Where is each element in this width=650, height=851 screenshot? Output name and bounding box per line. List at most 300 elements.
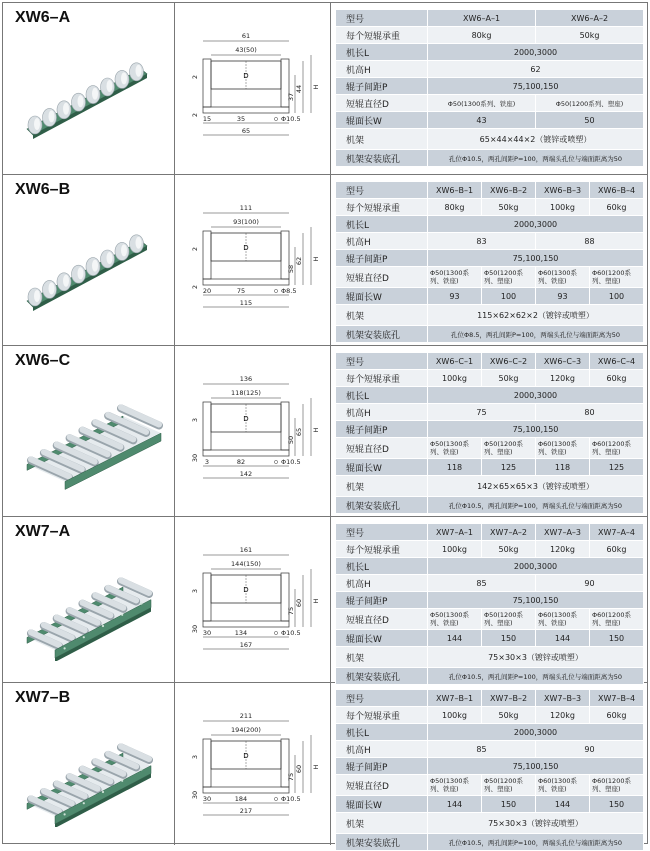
- roller-highlight: [121, 72, 127, 84]
- product-image-cell: [3, 517, 175, 682]
- hole-mark: [274, 289, 277, 292]
- spec-label-width: 辊面长W: [336, 630, 428, 647]
- spec-label-capacity: 每个短辊承重: [336, 541, 428, 558]
- dim-h2-label: 65: [295, 427, 303, 437]
- frame-base: [203, 450, 289, 456]
- spec-width-cell: 118: [428, 459, 482, 476]
- spec-width-cell: 118: [536, 459, 590, 476]
- spec-mount-cell: 孔位Φ10.5，两孔间距P=100，两端头孔位与端面距离为50: [428, 834, 644, 851]
- frame-base: [203, 107, 289, 113]
- dim-left-label: 3: [204, 458, 210, 466]
- roller-highlight: [63, 275, 69, 287]
- conveyor-photo: [13, 390, 163, 490]
- spec-diameter-cell: Φ50(1200系列、塑座): [482, 609, 536, 630]
- spec-row-mount: [336, 668, 644, 685]
- spec-diameter-cell: Φ50(1200系列、塑座): [482, 438, 536, 459]
- catalog-sheet: [2, 2, 648, 849]
- mount-hole: [121, 614, 123, 616]
- spec-width-cell: 43: [428, 112, 536, 129]
- spec-cell: [331, 683, 647, 849]
- dim-top-small-label: 2: [191, 112, 199, 118]
- spec-pitch-cell: 75,100,150: [428, 78, 644, 95]
- spec-label-width: 辊面长W: [336, 459, 428, 476]
- spec-capacity-cell: 60kg: [590, 707, 644, 724]
- roller-d-mark: D: [243, 72, 249, 80]
- dim-h3-label: H: [312, 598, 320, 604]
- spec-label-pitch: 辊子间距P: [336, 421, 428, 438]
- spec-row-model: [336, 10, 644, 27]
- dim-h2-label: 44: [295, 84, 303, 94]
- spec-width-cell: 150: [482, 630, 536, 647]
- spec-label-length: 机长L: [336, 387, 428, 404]
- dim-h3-label: H: [312, 256, 320, 262]
- dim-h2-label: 60: [295, 764, 303, 774]
- dim-h2-label: 62: [295, 256, 303, 266]
- spec-row-model: [336, 182, 644, 199]
- spec-label-height: 机高H: [336, 61, 428, 78]
- dim-hole-label: Φ10.5: [281, 629, 301, 637]
- spec-length-cell: 2000,3000: [428, 216, 644, 233]
- spec-mount-cell: 孔位Φ10.5，两孔间距P=100，两端头孔位与端面距离为50: [428, 150, 644, 167]
- spec-row-frame: [336, 305, 644, 326]
- spec-capacity-cell: 50kg: [482, 199, 536, 216]
- spec-label-frame: 机架: [336, 813, 428, 834]
- product-row: [3, 517, 647, 683]
- roller-highlight: [136, 65, 142, 77]
- spec-capacity-cell: 80kg: [428, 27, 536, 44]
- spec-row-length: [336, 724, 644, 741]
- spec-pitch-cell: 75,100,150: [428, 758, 644, 775]
- spec-row-width: [336, 459, 644, 476]
- spec-diameter-cell: Φ50(1300系列、铁座): [428, 609, 482, 630]
- spec-height-cell: 75: [428, 404, 536, 421]
- spec-table: [335, 523, 644, 685]
- drawing-cell: [175, 683, 331, 845]
- frame-side: [33, 246, 147, 311]
- dim-side-small-label: 2: [191, 74, 199, 80]
- dim-inner-label: 194(200): [231, 726, 261, 734]
- spec-models-cell: XW6–B–3: [536, 182, 590, 199]
- dim-mid-label: 35: [236, 115, 246, 123]
- spec-frame-cell: 65×44×44×2（镀锌或喷塑）: [428, 129, 644, 150]
- spec-diameter-cell: Φ60(1300系列、铁座): [536, 438, 590, 459]
- spec-row-capacity: [336, 541, 644, 558]
- photo-wrap: [13, 219, 163, 323]
- spec-models-cell: XW7–A–3: [536, 524, 590, 541]
- spec-row-length: [336, 216, 644, 233]
- dim-overall-label: 111: [239, 204, 253, 212]
- dim-side-small-label: 3: [191, 417, 199, 423]
- spec-models-cell: XW6–C–2: [482, 353, 536, 370]
- spec-models-cell: XW6–C–1: [428, 353, 482, 370]
- spec-width-cell: 144: [536, 796, 590, 813]
- product-row: [3, 175, 647, 346]
- roller-highlight: [107, 252, 113, 264]
- spec-width-cell: 125: [482, 459, 536, 476]
- spec-capacity-cell: 120kg: [536, 541, 590, 558]
- dim-left-label: 30: [202, 629, 212, 637]
- roller-highlight: [136, 237, 142, 249]
- dim-top-small-label: 2: [191, 284, 199, 290]
- spec-capacity-cell: 80kg: [428, 199, 482, 216]
- spec-row-length: [336, 558, 644, 575]
- dim-mid-label: 134: [234, 629, 248, 637]
- product-image-cell: [3, 3, 175, 174]
- spec-capacity-cell: 60kg: [590, 541, 644, 558]
- spec-height-cell: 62: [428, 61, 644, 78]
- spec-row-frame: [336, 129, 644, 150]
- dim-bottom-label: 217: [239, 807, 253, 815]
- left-bracket: [203, 231, 211, 279]
- spec-height-cell: 83: [428, 233, 536, 250]
- mount-hole: [102, 625, 104, 627]
- spec-label-capacity: 每个短辊承重: [336, 27, 428, 44]
- cross-section-drawing: [181, 525, 327, 675]
- spec-width-cell: 150: [482, 796, 536, 813]
- dim-h3-label: H: [312, 84, 320, 90]
- dim-h3-label: H: [312, 764, 320, 770]
- spec-label-mount: 机架安装底孔: [336, 834, 428, 851]
- model-title: XW6–C: [15, 352, 71, 369]
- spec-height-cell: 90: [536, 741, 644, 758]
- spec-models-cell: XW7–A–2: [482, 524, 536, 541]
- spec-row-model: [336, 353, 644, 370]
- spec-width-cell: 100: [482, 288, 536, 305]
- cross-section-drawing: [181, 691, 327, 841]
- dim-side-small-label: 3: [191, 588, 199, 594]
- spec-row-width: [336, 796, 644, 813]
- spec-label-height: 机高H: [336, 233, 428, 250]
- spec-label-model: 型号: [336, 182, 428, 199]
- dim-h2-label: 60: [295, 598, 303, 608]
- spec-pitch-cell: 75,100,150: [428, 250, 644, 267]
- spec-row-width: [336, 630, 644, 647]
- spec-table: [335, 181, 644, 343]
- dim-hole-label: Φ10.5: [281, 458, 301, 466]
- spec-diameter-cell: Φ60(1200系列、塑座): [590, 775, 644, 796]
- spec-frame-cell: 75×30×3（镀锌或喷塑）: [428, 813, 644, 834]
- spec-row-diameter: [336, 438, 644, 459]
- dim-mid-label: 75: [236, 287, 246, 295]
- roller-highlight: [92, 88, 98, 100]
- mount-hole: [102, 791, 104, 793]
- spec-label-frame: 机架: [336, 647, 428, 668]
- dim-h1-label: 58: [287, 264, 295, 274]
- spec-height-cell: 90: [536, 575, 644, 592]
- spec-row-capacity: [336, 707, 644, 724]
- spec-diameter-cell: Φ50(1300系列、铁座): [428, 438, 482, 459]
- dim-h1-label: 75: [287, 772, 295, 782]
- dim-mid-label: 184: [234, 795, 248, 803]
- dim-left-label: 20: [202, 287, 212, 295]
- spec-capacity-cell: 50kg: [482, 707, 536, 724]
- spec-width-cell: 50: [536, 112, 644, 129]
- frame-base: [203, 621, 289, 627]
- spec-models-cell: XW7–B–4: [590, 690, 644, 707]
- model-title: XW7–A: [15, 523, 71, 540]
- spec-capacity-cell: 50kg: [482, 541, 536, 558]
- drawing-cell: [175, 175, 331, 345]
- cross-section-drawing: [181, 354, 327, 504]
- left-bracket: [203, 739, 211, 787]
- spec-cell: [331, 346, 647, 516]
- spec-label-frame: 机架: [336, 305, 428, 326]
- conveyor-photo: [13, 47, 163, 147]
- spec-models-cell: XW7–B–1: [428, 690, 482, 707]
- spec-diameter-cell: Φ60(1300系列、铁座): [536, 775, 590, 796]
- model-title: XW6–B: [15, 181, 71, 198]
- dim-overall-label: 161: [239, 546, 253, 554]
- spec-label-model: 型号: [336, 524, 428, 541]
- spec-label-diameter: 短辊直径D: [336, 267, 428, 288]
- dim-overall-label: 211: [239, 712, 253, 720]
- dim-top-small-label: 30: [191, 790, 199, 800]
- roller-highlight: [63, 103, 69, 115]
- roller-d-mark: D: [243, 586, 249, 594]
- spec-label-capacity: 每个短辊承重: [336, 370, 428, 387]
- spec-width-cell: 125: [590, 459, 644, 476]
- spec-frame-cell: 75×30×3（镀锌或喷塑）: [428, 647, 644, 668]
- spec-table: [335, 9, 644, 167]
- spec-models-cell: XW7–A–1: [428, 524, 482, 541]
- roller-d-mark: D: [243, 415, 249, 423]
- spec-row-capacity: [336, 27, 644, 44]
- spec-diameter-cell: Φ50(1200系列、塑座): [482, 775, 536, 796]
- spec-label-length: 机长L: [336, 44, 428, 61]
- spec-width-cell: 144: [536, 630, 590, 647]
- dim-top-small-label: 30: [191, 624, 199, 634]
- dim-bottom-label: 115: [239, 299, 253, 307]
- spec-row-pitch: [336, 592, 644, 609]
- cross-section-drawing: [181, 11, 327, 161]
- dim-bottom-label: 65: [241, 127, 251, 135]
- roller-highlight: [34, 118, 40, 130]
- spec-mount-cell: 孔位Φ10.5，两孔间距P=100，两端头孔位与端面距离为50: [428, 497, 644, 514]
- drawing-wrap: [181, 691, 327, 845]
- spec-models-cell: XW6–C–4: [590, 353, 644, 370]
- spec-label-height: 机高H: [336, 404, 428, 421]
- spec-length-cell: 2000,3000: [428, 558, 644, 575]
- spec-length-cell: 2000,3000: [428, 44, 644, 61]
- spec-label-length: 机长L: [336, 216, 428, 233]
- spec-pitch-cell: 75,100,150: [428, 592, 644, 609]
- dim-overall-label: 136: [239, 375, 253, 383]
- drawing-wrap: [181, 11, 327, 165]
- spec-capacity-cell: 120kg: [536, 370, 590, 387]
- dim-bottom-label: 167: [239, 641, 253, 649]
- spec-label-length: 机长L: [336, 558, 428, 575]
- product-image-cell: [3, 175, 175, 345]
- spec-mount-cell: 孔位Φ10.5，两孔间距P=100，两端头孔位与端面距离为50: [428, 668, 644, 685]
- hole-mark: [274, 631, 277, 634]
- spec-diameter-cell: Φ60(1200系列、塑座): [590, 609, 644, 630]
- product-row: [3, 346, 647, 517]
- spec-width-cell: 144: [428, 796, 482, 813]
- spec-row-mount: [336, 150, 644, 167]
- spec-models-cell: XW6–C–3: [536, 353, 590, 370]
- spec-label-diameter: 短辊直径D: [336, 95, 428, 112]
- mount-hole: [140, 769, 142, 771]
- roller-highlight: [92, 260, 98, 272]
- spec-row-width: [336, 112, 644, 129]
- spec-capacity-cell: 100kg: [428, 541, 482, 558]
- spec-diameter-cell: Φ50(1300系列、铁座): [428, 775, 482, 796]
- spec-row-model: [336, 690, 644, 707]
- product-image-cell: [3, 346, 175, 516]
- left-bracket: [203, 573, 211, 621]
- spec-row-height: [336, 61, 644, 78]
- spec-label-capacity: 每个短辊承重: [336, 199, 428, 216]
- spec-row-pitch: [336, 758, 644, 775]
- dim-mid-label: 82: [236, 458, 246, 466]
- spec-label-length: 机长L: [336, 724, 428, 741]
- dim-side-small-label: 2: [191, 246, 199, 252]
- cross-section-drawing: [181, 183, 327, 333]
- drawing-wrap: [181, 183, 327, 337]
- spec-row-height: [336, 575, 644, 592]
- roller-highlight: [121, 244, 127, 256]
- dim-h3-label: H: [312, 427, 320, 433]
- spec-diameter-cell: Φ60(1200系列、塑座): [590, 438, 644, 459]
- frame-base: [203, 787, 289, 793]
- product-image-cell: [3, 683, 175, 845]
- spec-label-model: 型号: [336, 690, 428, 707]
- drawing-cell: [175, 517, 331, 682]
- spec-label-width: 辊面长W: [336, 112, 428, 129]
- dim-inner-label: 43(50): [235, 46, 257, 54]
- spec-diameter-cell: Φ50(1200系列、塑座): [536, 95, 644, 112]
- spec-row-mount: [336, 497, 644, 514]
- conveyor-photo: [13, 561, 163, 661]
- spec-row-width: [336, 288, 644, 305]
- dim-hole-label: Φ8.5: [281, 287, 297, 295]
- photo-wrap: [13, 561, 163, 665]
- spec-width-cell: 100: [590, 288, 644, 305]
- mount-hole: [121, 780, 123, 782]
- spec-row-diameter: [336, 267, 644, 288]
- left-bracket: [203, 402, 211, 450]
- spec-capacity-cell: 100kg: [428, 370, 482, 387]
- roller-highlight: [49, 110, 55, 122]
- mount-hole: [64, 813, 66, 815]
- roller-highlight: [78, 267, 84, 279]
- spec-capacity-cell: 50kg: [482, 370, 536, 387]
- spec-label-height: 机高H: [336, 575, 428, 592]
- spec-row-mount: [336, 834, 644, 851]
- spec-row-frame: [336, 476, 644, 497]
- spec-width-cell: 150: [590, 630, 644, 647]
- dim-hole-label: Φ10.5: [281, 115, 301, 123]
- spec-models-cell: XW6–B–2: [482, 182, 536, 199]
- spec-row-frame: [336, 647, 644, 668]
- spec-diameter-cell: Φ50(1300系列、铁座): [428, 95, 536, 112]
- spec-label-model: 型号: [336, 353, 428, 370]
- dim-left-label: 30: [202, 795, 212, 803]
- spec-capacity-cell: 100kg: [428, 707, 482, 724]
- spec-row-pitch: [336, 250, 644, 267]
- spec-width-cell: 150: [590, 796, 644, 813]
- left-bracket: [203, 59, 211, 107]
- hole-mark: [274, 117, 277, 120]
- spec-label-frame: 机架: [336, 129, 428, 150]
- spec-label-diameter: 短辊直径D: [336, 609, 428, 630]
- hole-mark: [274, 460, 277, 463]
- spec-row-height: [336, 233, 644, 250]
- conveyor-photo: [13, 727, 163, 827]
- photo-wrap: [13, 47, 163, 151]
- dim-h1-label: 50: [287, 435, 295, 445]
- dim-inner-label: 118(125): [231, 389, 261, 397]
- spec-length-cell: 2000,3000: [428, 387, 644, 404]
- spec-row-frame: [336, 813, 644, 834]
- dim-inner-label: 144(150): [231, 560, 261, 568]
- spec-label-pitch: 辊子间距P: [336, 250, 428, 267]
- spec-pitch-cell: 75,100,150: [428, 421, 644, 438]
- spec-row-height: [336, 741, 644, 758]
- spec-row-capacity: [336, 370, 644, 387]
- spec-diameter-cell: Φ60(1200系列、塑座): [590, 267, 644, 288]
- spec-row-height: [336, 404, 644, 421]
- spec-label-model: 型号: [336, 10, 428, 27]
- spec-cell: [331, 175, 647, 345]
- spec-models-cell: XW6–A–1: [428, 10, 536, 27]
- spec-models-cell: XW6–B–4: [590, 182, 644, 199]
- spec-label-height: 机高H: [336, 741, 428, 758]
- dim-h1-label: 75: [287, 606, 295, 616]
- spec-label-mount: 机架安装底孔: [336, 668, 428, 685]
- spec-row-model: [336, 524, 644, 541]
- spec-length-cell: 2000,3000: [428, 724, 644, 741]
- spec-diameter-cell: Φ50(1200系列、塑座): [482, 267, 536, 288]
- spec-height-cell: 88: [536, 233, 644, 250]
- roller-highlight: [107, 80, 113, 92]
- product-row: [3, 3, 647, 175]
- spec-models-cell: XW6–A–2: [536, 10, 644, 27]
- spec-row-diameter: [336, 95, 644, 112]
- spec-row-capacity: [336, 199, 644, 216]
- spec-label-width: 辊面长W: [336, 288, 428, 305]
- spec-label-diameter: 短辊直径D: [336, 438, 428, 459]
- spec-label-mount: 机架安装底孔: [336, 497, 428, 514]
- spec-row-mount: [336, 326, 644, 343]
- spec-cell: [331, 517, 647, 682]
- spec-row-length: [336, 387, 644, 404]
- spec-models-cell: XW7–B–2: [482, 690, 536, 707]
- conveyor-photo: [13, 219, 163, 319]
- spec-row-diameter: [336, 609, 644, 630]
- photo-wrap: [13, 390, 163, 494]
- drawing-cell: [175, 3, 331, 174]
- spec-label-width: 辊面长W: [336, 796, 428, 813]
- spec-capacity-cell: 120kg: [536, 707, 590, 724]
- photo-wrap: [13, 727, 163, 831]
- dim-bottom-label: 142: [239, 470, 253, 478]
- spec-capacity-cell: 50kg: [536, 27, 644, 44]
- model-title: XW6–A: [15, 9, 71, 26]
- spec-models-cell: XW7–B–3: [536, 690, 590, 707]
- spec-label-mount: 机架安装底孔: [336, 150, 428, 167]
- spec-capacity-cell: 100kg: [536, 199, 590, 216]
- spec-table: [335, 352, 644, 514]
- spec-label-diameter: 短辊直径D: [336, 775, 428, 796]
- model-title: XW7–B: [15, 689, 71, 706]
- spec-height-cell: 80: [536, 404, 644, 421]
- frame-base: [203, 279, 289, 285]
- spec-table: [335, 689, 644, 851]
- spec-width-cell: 144: [428, 630, 482, 647]
- spec-mount-cell: 孔位Φ8.5，两孔间距P=100，两端头孔位与端面距离为50: [428, 326, 644, 343]
- spec-diameter-cell: Φ60(1300系列、铁座): [536, 609, 590, 630]
